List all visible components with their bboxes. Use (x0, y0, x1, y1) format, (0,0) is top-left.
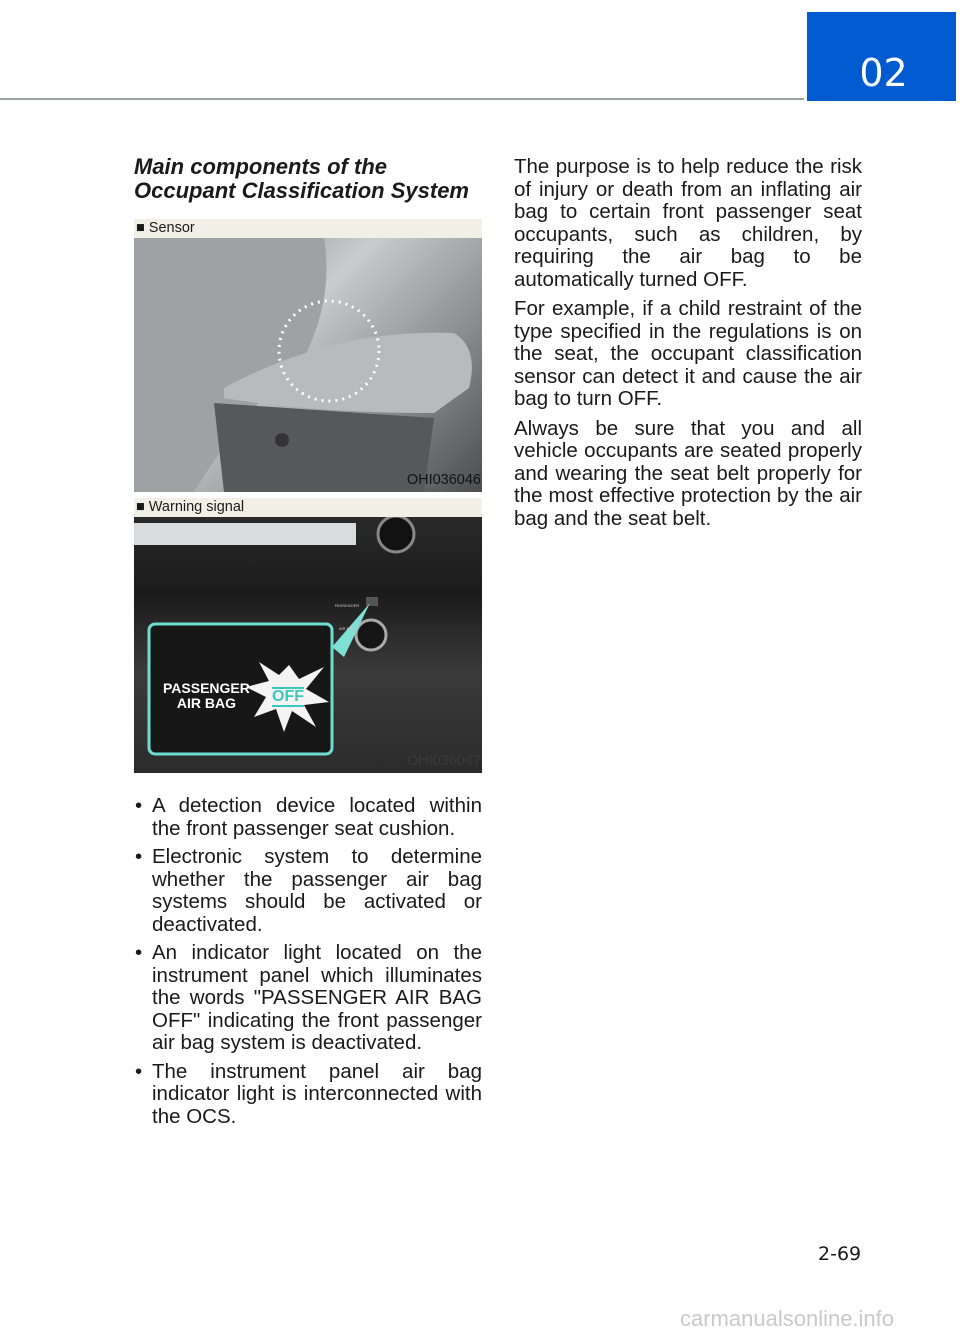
figure-code: OHI036047 (406, 752, 481, 769)
page-number: 2-69 (818, 1243, 862, 1265)
chapter-tab: 02 (807, 12, 956, 101)
section-title (134, 155, 482, 203)
callout-line-2: AIR BAG (176, 695, 236, 711)
paragraph: Always be sure that you and all vehicle occupants are seated properly and wearing the seat belt properly for the most effective protection by the air bag and the seat belt. (514, 416, 862, 530)
left-column (134, 155, 482, 1134)
paragraph: The purpose is to help reduce the risk of injury or death from an inflating air bag to certain front passenger seat occupants, such as children, by requiring the air bag to be automatically turned OFF. (514, 155, 862, 291)
list-item: • Electronic system to determine whether the passenger air bag systems should be activated or deactivated. (134, 846, 482, 936)
dashboard-illustration (134, 517, 482, 773)
list-item: • An indicator light located on the instrument panel which illuminates the words "PASSENGER AIR BAG OFF" indicating the front passenger air bag system is deactivated. (134, 942, 482, 1055)
warning-caption: ■ Warning signal (134, 498, 482, 517)
right-column (514, 156, 862, 537)
small-indicator-label: PASSENGER AIR BAG (334, 603, 360, 631)
warning-figure (134, 517, 482, 773)
title-line-1: Main components of the (134, 154, 387, 179)
callout-text (163, 681, 250, 711)
callout-line-1: PASSENGER (163, 680, 250, 696)
component-list (134, 795, 482, 1128)
watermark: carmanualsonline.info (680, 1306, 895, 1331)
seat-illustration (134, 238, 482, 492)
paragraph: For example, if a child restraint of the type specified in the regulations is on the seat, the occupant classification sensor can detect it and cause the air bag to turn OFF. (514, 297, 862, 410)
sensor-caption: ■ Sensor (134, 219, 482, 238)
sensor-figure (134, 238, 482, 492)
list-item: • The instrument panel air bag indicator light is interconnected with the OCS. (134, 1061, 482, 1129)
list-item: • A detection device located within the front passenger seat cushion. (134, 795, 482, 840)
title-line-2: Occupant Classification System (134, 178, 469, 203)
off-indicator: OFF (272, 688, 304, 705)
header-rule (0, 98, 804, 100)
figure-code: OHI036046 (406, 471, 481, 488)
